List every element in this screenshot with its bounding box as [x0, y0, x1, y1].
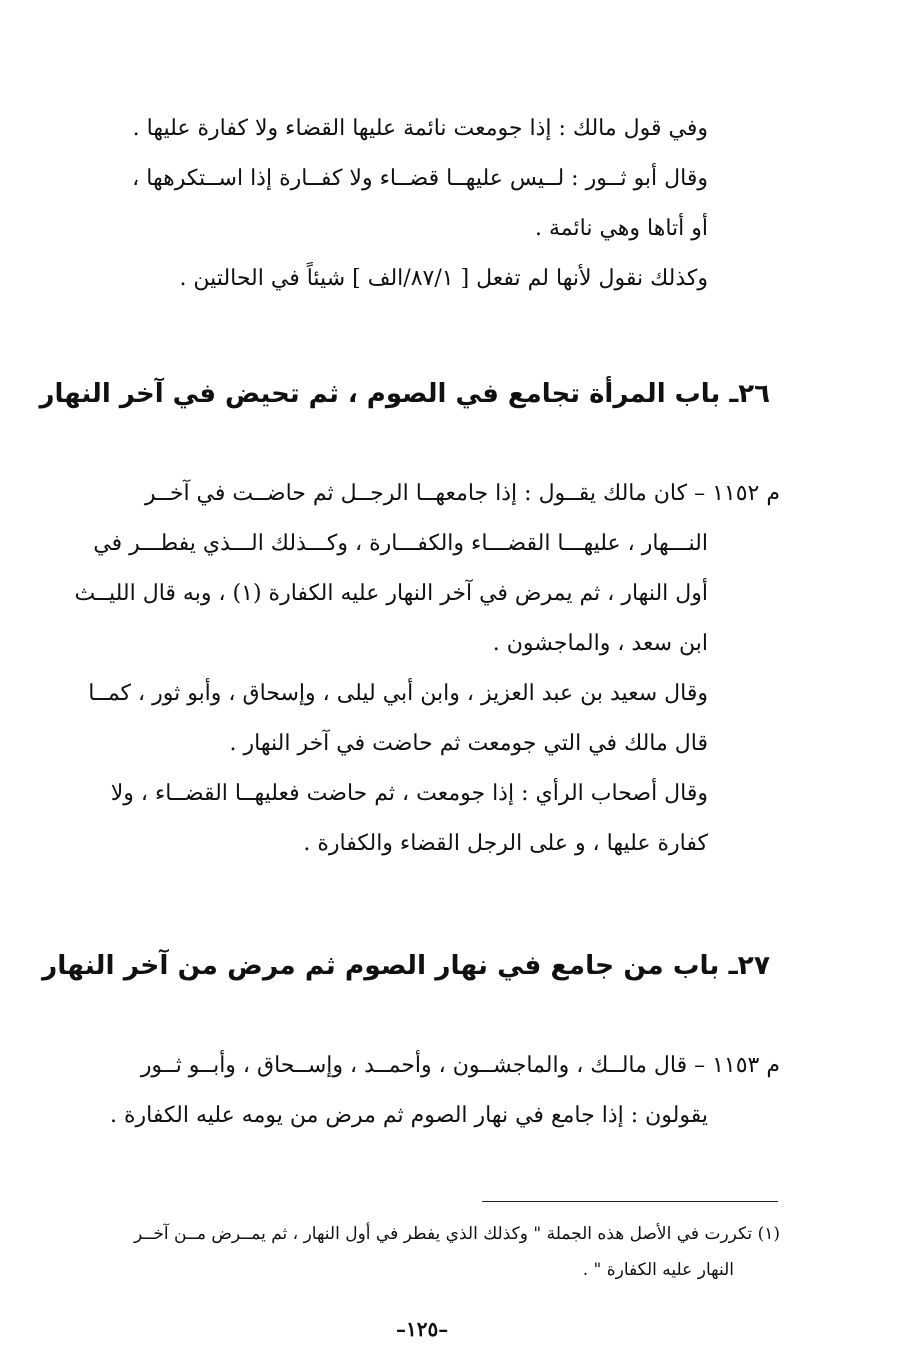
paragraph-line: وقال أصحاب الرأي : إذا جومعت ، ثم حاضت فعليهــا القضــاء ، ولا: [110, 781, 708, 806]
section-heading: ٢٦ـ باب المرأة تجامع في الصوم ، ثم تحيض في آخر النهار: [39, 379, 770, 409]
intro-line: وكذلك نقول لأنها لم تفعل [ ٨٧/١/الف ] شيئاً في الحالتين .: [179, 266, 708, 291]
paragraph-line: يقولون : إذا جامع في نهار الصوم ثم مرض من يومه عليه الكفارة .: [110, 1103, 708, 1128]
section-heading: ٢٧ـ باب من جامع في نهار الصوم ثم مرض من آخر النهار: [42, 950, 770, 981]
page-number: –١٢٥–: [396, 1317, 449, 1341]
paragraph-line: أول النهار ، ثم يمرض في آخر النهار عليه الكفارة (١) ، وبه قال الليــث: [74, 581, 708, 606]
paragraph-line: قال مالك في التي جومعت ثم حاضت في آخر النهار .: [229, 731, 708, 756]
paragraph-line: وقال سعيد بن عبد العزيز ، وابن أبي ليلى ، وإسحاق ، وأبو ثور ، كمــا: [88, 681, 708, 706]
footnote-line: النهار عليه الكفارة " .: [582, 1260, 734, 1280]
intro-line: أو أتاها وهي نائمة .: [535, 216, 708, 241]
paragraph-line: م ١١٥٣ – قال مالــك ، والماجشــون ، وأحمــد ، وإســحاق ، وأبــو ثــور: [140, 1053, 780, 1078]
paragraph-line: ابن سعد ، والماجشون .: [492, 631, 708, 656]
paragraph-line: النـــهار ، عليهـــا القضـــاء والكفـــارة ، وكـــذلك الـــذي يفطـــر في: [93, 531, 708, 556]
paragraph-line: كفارة عليها ، و على الرجل القضاء والكفارة .: [303, 831, 708, 856]
footnote-separator: [482, 1201, 778, 1202]
footnote-line: (١) تكررت في الأصل هذه الجملة " وكذلك الذي يفطر في أول النهار ، ثم يمــرض مــن آخــر: [133, 1224, 780, 1244]
intro-line: وفي قول مالك : إذا جومعت نائمة عليها القضاء ولا كفارة عليها .: [132, 116, 708, 141]
intro-line: وقال أبو ثــور : لــيس عليهــا قضــاء ولا كفــارة إذا اســتكرهها ،: [132, 166, 708, 191]
paragraph-line: م ١١٥٢ – كان مالك يقــول : إذا جامعهــا الرجــل ثم حاضــت في آخــر: [144, 481, 780, 506]
